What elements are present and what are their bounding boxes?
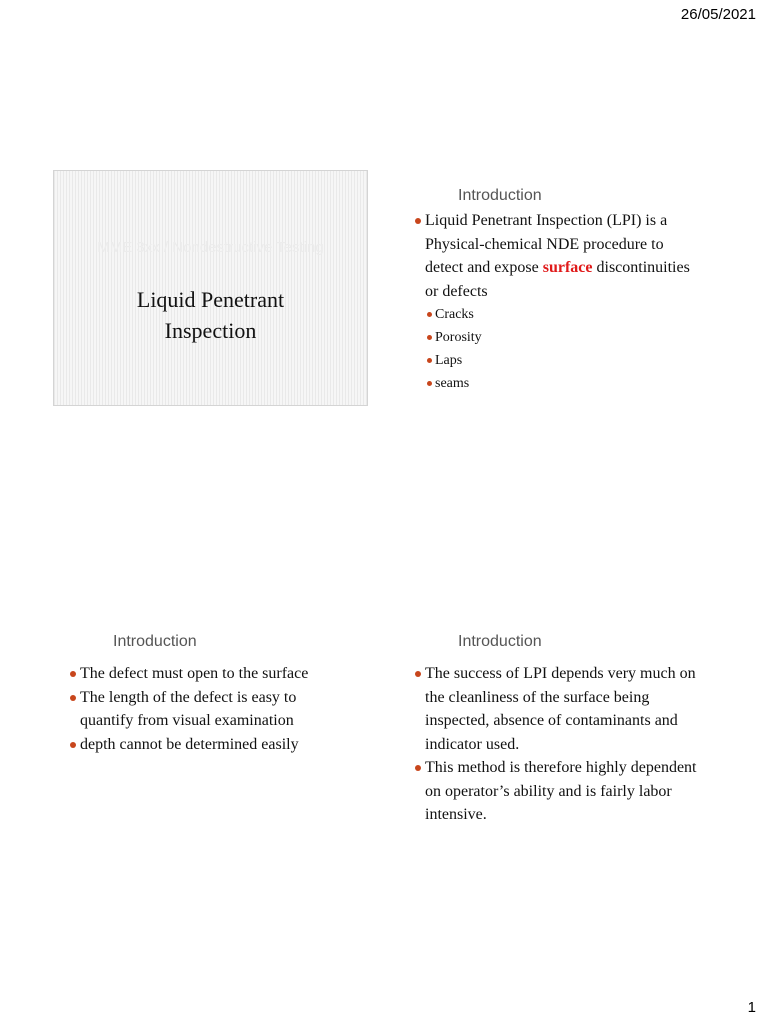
- bullet-dot-icon: [427, 335, 432, 340]
- bullet-list: [415, 662, 705, 827]
- bullet-dot-icon: [415, 218, 421, 224]
- handout-date: 26/05/2021: [680, 6, 756, 23]
- bullet-dot-icon: [415, 765, 421, 771]
- sub-bullet-item: [427, 303, 705, 326]
- bullet-dot-icon: [427, 381, 432, 386]
- slide-title: [54, 284, 367, 346]
- bullet-text-end: discontinuities or defects: [425, 259, 690, 300]
- sub-bullet-text: Cracks: [435, 307, 474, 322]
- sub-bullet-item: [427, 349, 705, 372]
- bullet-dot-icon: [427, 358, 432, 363]
- bullet-item: [70, 733, 350, 757]
- slide-3: [55, 632, 375, 812]
- bullet-text: The length of the defect is easy to quantify from visual examination: [80, 688, 297, 729]
- bullet-list: [70, 662, 350, 756]
- bullet-text: depth cannot be determined easily: [80, 735, 299, 753]
- page-number: 1: [747, 999, 756, 1016]
- slide-4: [400, 632, 720, 852]
- slide-2: [400, 186, 720, 416]
- slide-title-line-2: Inspection: [164, 318, 257, 343]
- bullet-text: The defect must open to the surface: [80, 665, 309, 682]
- bullet-item: [415, 756, 705, 827]
- slide-heading: Introduction: [458, 633, 542, 650]
- bullet-list: [415, 209, 705, 395]
- sub-bullet-item: [427, 326, 705, 349]
- bullet-text: The success of LPI depends very much on the cleanliness of the surface being inspected, absence of contaminants and indicator used.: [425, 665, 696, 753]
- slide-heading: Introduction: [113, 633, 197, 650]
- bullet-dot-icon: [70, 671, 76, 677]
- sub-bullet-text: Laps: [435, 353, 463, 368]
- highlighted-word: surface: [542, 259, 593, 276]
- bullet-dot-icon: [70, 695, 76, 701]
- bullet-text: Liquid Penetrant Inspection (LPI) is a Physical-chemical NDE procedure to detect and expose: [425, 212, 668, 276]
- bullet-item: [70, 686, 350, 733]
- sub-bullet-list: [425, 303, 705, 395]
- sub-bullet-text: Porosity: [435, 330, 482, 345]
- bullet-dot-icon: [427, 312, 432, 317]
- slide-title-line-1: Liquid Penetrant: [136, 287, 285, 312]
- slide-heading: Introduction: [458, 187, 542, 204]
- sub-bullet-item: [427, 372, 705, 395]
- faint-subtitle: MME 3xx / Nondestructive Testing: [97, 239, 324, 256]
- bullet-dot-icon: [70, 742, 76, 748]
- title-slide-thumbnail: [53, 170, 368, 406]
- bullet-item: [415, 662, 705, 756]
- sub-bullet-text: seams: [435, 376, 470, 391]
- bullet-item: [415, 209, 705, 395]
- bullet-dot-icon: [415, 671, 421, 677]
- bullet-item: [70, 662, 350, 686]
- bullet-text: This method is therefore highly dependent on operator’s ability and is fairly labor intensive.: [425, 759, 697, 823]
